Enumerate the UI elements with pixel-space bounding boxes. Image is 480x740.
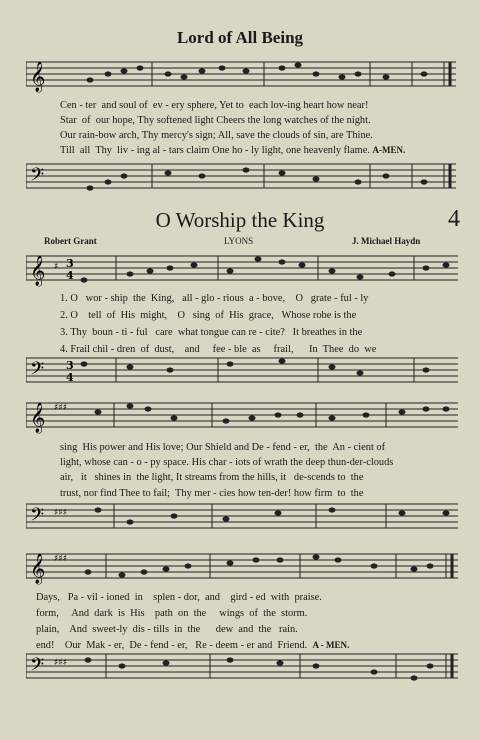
svg-text:𝄢: 𝄢 [30, 655, 45, 680]
music-staff-treble-hymn1 [26, 54, 460, 94]
hymn1-verse-2: Star of our hope, Thy softened light Cheers the long watches of the night. [60, 115, 371, 126]
svg-text:3: 3 [66, 359, 74, 372]
hymn-author: Robert Grant [44, 236, 97, 246]
music-staff-bass-system3 [26, 646, 460, 686]
system2-verse-1: sing His power and His love; Our Shield and De - fend - er, the An - cient of [60, 442, 386, 453]
svg-text:𝄢: 𝄢 [30, 359, 45, 384]
svg-text:♯♯♯: ♯♯♯ [54, 508, 68, 518]
hymn2-amen: A - MEN. [312, 640, 350, 650]
hymn1-verse-4-text: Till all Thy liv - ing al - tars claim One ho - ly light, one heavenly flame. [60, 145, 370, 156]
svg-text:𝄢: 𝄢 [30, 165, 45, 190]
svg-text:𝄢: 𝄢 [30, 505, 45, 530]
tune-name: LYONS [224, 236, 254, 246]
system2-verse-3: air, it shines in the light, It streams from the hills, it de-scends to the [60, 472, 364, 483]
svg-text:3: 3 [66, 257, 74, 270]
music-staff-treble-system2 [26, 395, 460, 435]
system2-verse-4: trust, nor find Thee to fail; Thy mer - cies how ten-der! how firm to the [60, 488, 364, 499]
system1-verse-4: 4. Frail chil - dren of dust, and fee - ble as frail, In Thee do we [60, 344, 377, 355]
svg-text:4: 4 [66, 371, 74, 384]
hymn-title-lord-of-all-being: Lord of All Being [176, 28, 304, 47]
music-staff-treble-system1 [26, 248, 460, 288]
music-staff-bass-hymn1 [26, 156, 460, 196]
system1-verse-1: 1. O wor - ship the King, all - glo - rious a - bove, O grate - ful - ly [60, 293, 369, 304]
system3-verse-1: Days, Pa - vil - ioned in splen - dor, and gird - ed with praise. [36, 592, 322, 603]
music-staff-bass-system2 [26, 496, 460, 536]
music-staff-treble-system3 [26, 546, 460, 586]
svg-text:𝄞: 𝄞 [30, 256, 46, 286]
system2-verse-2: light, whose can - o - py space. His char - iots of wrath the deep thun-der-clouds [60, 457, 394, 468]
svg-text:♯♯♯: ♯♯♯ [54, 403, 68, 413]
svg-text:𝄞: 𝄞 [30, 554, 46, 584]
music-staff-bass-system1 [26, 350, 460, 390]
svg-text:♯♯♯: ♯♯♯ [54, 554, 68, 564]
system1-verse-2: 2. O tell of His might, O sing of His grace, Whose robe is the [60, 310, 357, 321]
hymn-composer: J. Michael Haydn [352, 236, 421, 246]
hymn-number: 4 [448, 206, 460, 232]
svg-text:♯: ♯ [54, 262, 59, 272]
svg-text:♯♯♯: ♯♯♯ [54, 658, 68, 668]
svg-text:4: 4 [66, 269, 74, 282]
system3-verse-4-text: end! Our Mak - er, De - fend - er, Re - deem - er and Friend. [36, 640, 308, 651]
hymn-title-o-worship-the-king: O Worship the King [155, 208, 325, 232]
svg-text:𝄞: 𝄞 [30, 403, 46, 433]
hymn1-amen: A-MEN. [372, 145, 406, 155]
system3-verse-3: plain, And sweet-ly dis - tills in the dew and the rain. [36, 624, 298, 635]
system1-verse-3: 3. Thy boun - ti - ful care what tongue can re - cite? It breathes in the [60, 327, 363, 338]
svg-text:𝄞: 𝄞 [30, 62, 46, 92]
hymn1-verse-1: Cen - ter and soul of ev - ery sphere, Yet to each lov-ing heart how near! [60, 100, 369, 111]
hymn1-verse-3: Our rain-bow arch, Thy mercy's sign; All, save the clouds of sin, are Thine. [60, 130, 373, 141]
system3-verse-2: form, And dark is His path on the wings of the storm. [36, 608, 308, 619]
